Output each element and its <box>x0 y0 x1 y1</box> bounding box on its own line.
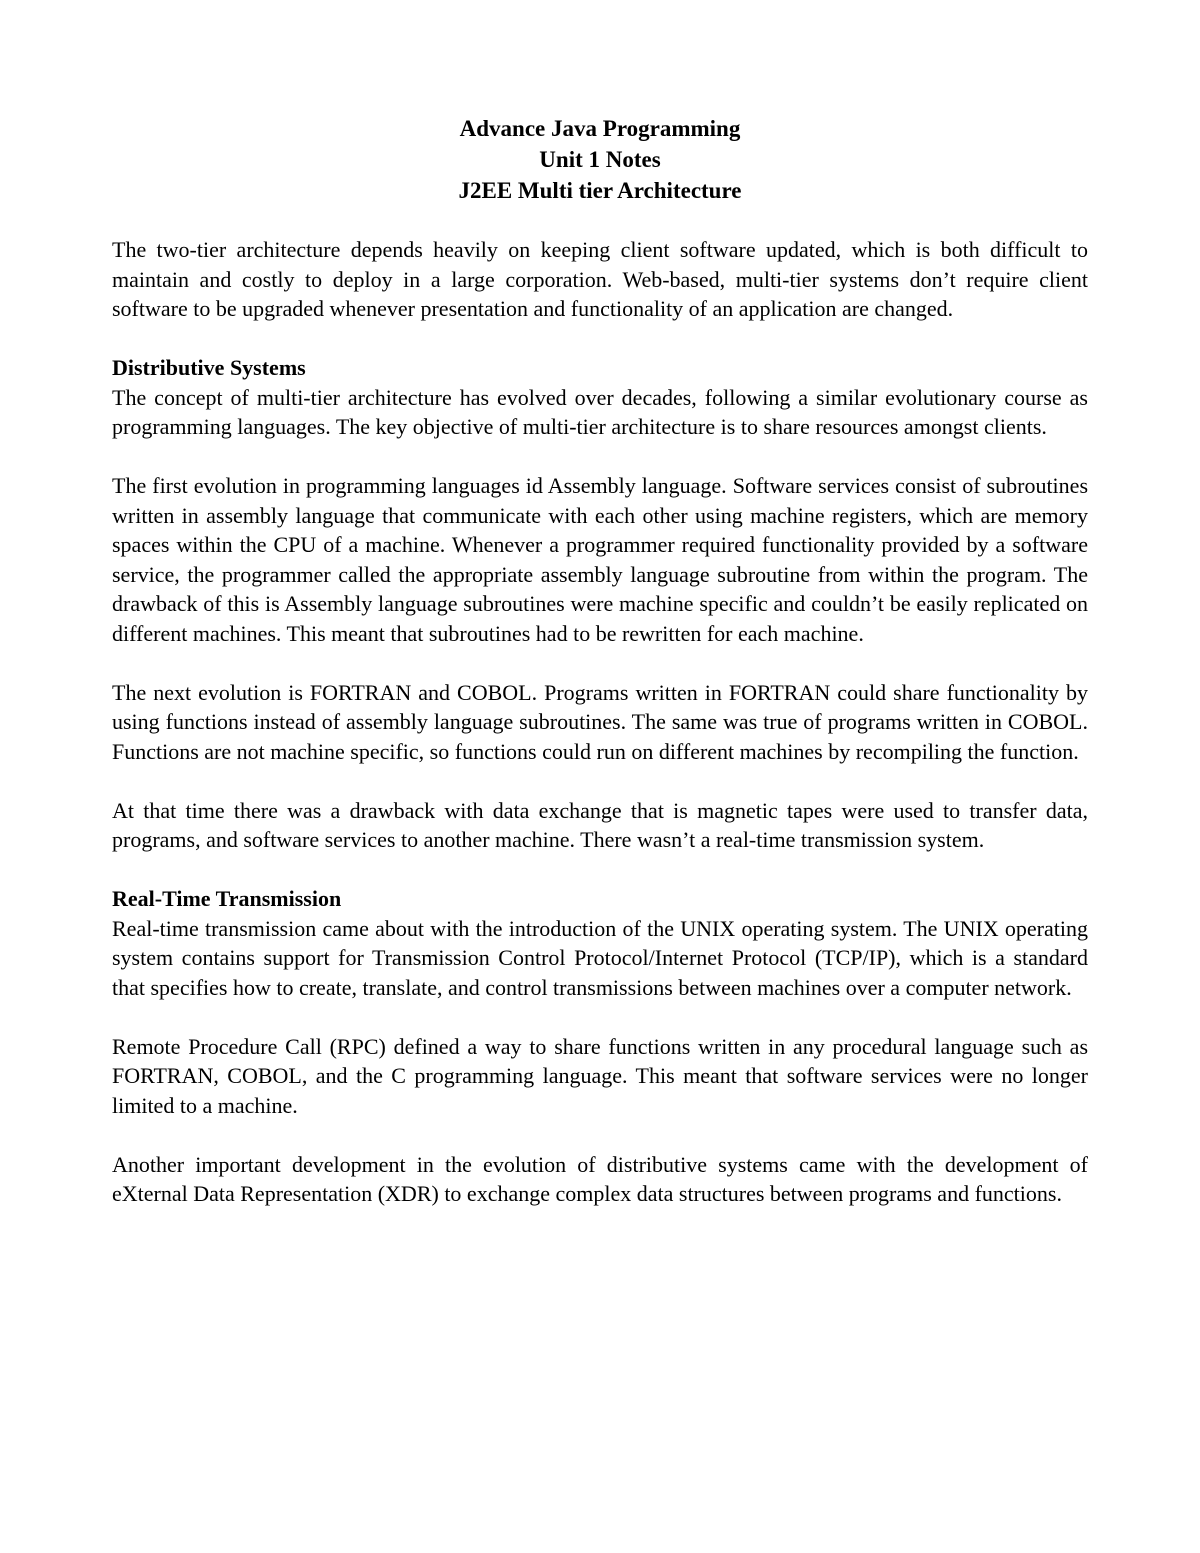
section-distributive-systems <box>112 353 1088 855</box>
section-heading: Distributive Systems <box>112 355 306 380</box>
document-title: Advance Java Programming <box>459 116 741 141</box>
section-paragraph: Another important development in the evolution of distributive systems came with the development of eXternal Data Representation (XDR) to exchange complex data structures between programs and functions. <box>112 1151 1088 1206</box>
section-paragraph: At that time there was a drawback with data exchange that is magnetic tapes were used to transfer data, programs, and software services to another machine. There wasn’t a real-time transmission system. <box>112 797 1088 852</box>
section-heading: Real-Time Transmission <box>112 886 342 911</box>
section-paragraph: The first evolution in programming languages id Assembly language. Software services consist of subroutines written in assembly language that communicate with each other using machine registers, which are memory spaces within the CPU of a machine. Whenever a programmer required functionality provided by a software service, the programmer called the appropriate assembly language subroutine from within the program. The drawback of this is Assembly language subroutines were machine specific and couldn’t be easily replicated on different machines. This meant that subroutines had to be rewritten for each machine. <box>112 473 1088 646</box>
document-subtitle-unit: Unit 1 Notes <box>539 147 661 172</box>
section-paragraph: The next evolution is FORTRAN and COBOL. Programs written in FORTRAN could share functionality by using functions instead of assembly language subroutines. The same was true of programs written in COBOL. Functions are not machine specific, so functions could run on different machines by recompiling the function. <box>112 679 1088 764</box>
section-paragraph: The concept of multi-tier architecture has evolved over decades, following a similar evolutionary course as programming languages. The key objective of multi-tier architecture is to share resources amongst clients. <box>112 384 1088 439</box>
section-paragraph: Real-time transmission came about with the introduction of the UNIX operating system. The UNIX operating system contains support for Transmission Control Protocol/Internet Protocol (TCP/IP), which is a standard that specifies how to create, translate, and control transmissions between machines over a computer network. <box>112 915 1088 1000</box>
intro-paragraph: The two-tier architecture depends heavily on keeping client software updated, which is both difficult to maintain and costly to deploy in a large corporation. Web-based, multi-tier systems don’t require client software to be upgraded whenever presentation and functionality of an application are changed. <box>112 237 1088 321</box>
document-subtitle-topic: J2EE Multi tier Architecture <box>458 178 742 203</box>
section-real-time-transmission <box>112 884 1088 1209</box>
document-title-block <box>112 113 1088 206</box>
section-paragraph: Remote Procedure Call (RPC) defined a way to share functions written in any procedural language such as FORTRAN, COBOL, and the C programming language. This meant that software services were no longer limited to a machine. <box>112 1033 1088 1118</box>
document-content <box>112 113 1088 1238</box>
